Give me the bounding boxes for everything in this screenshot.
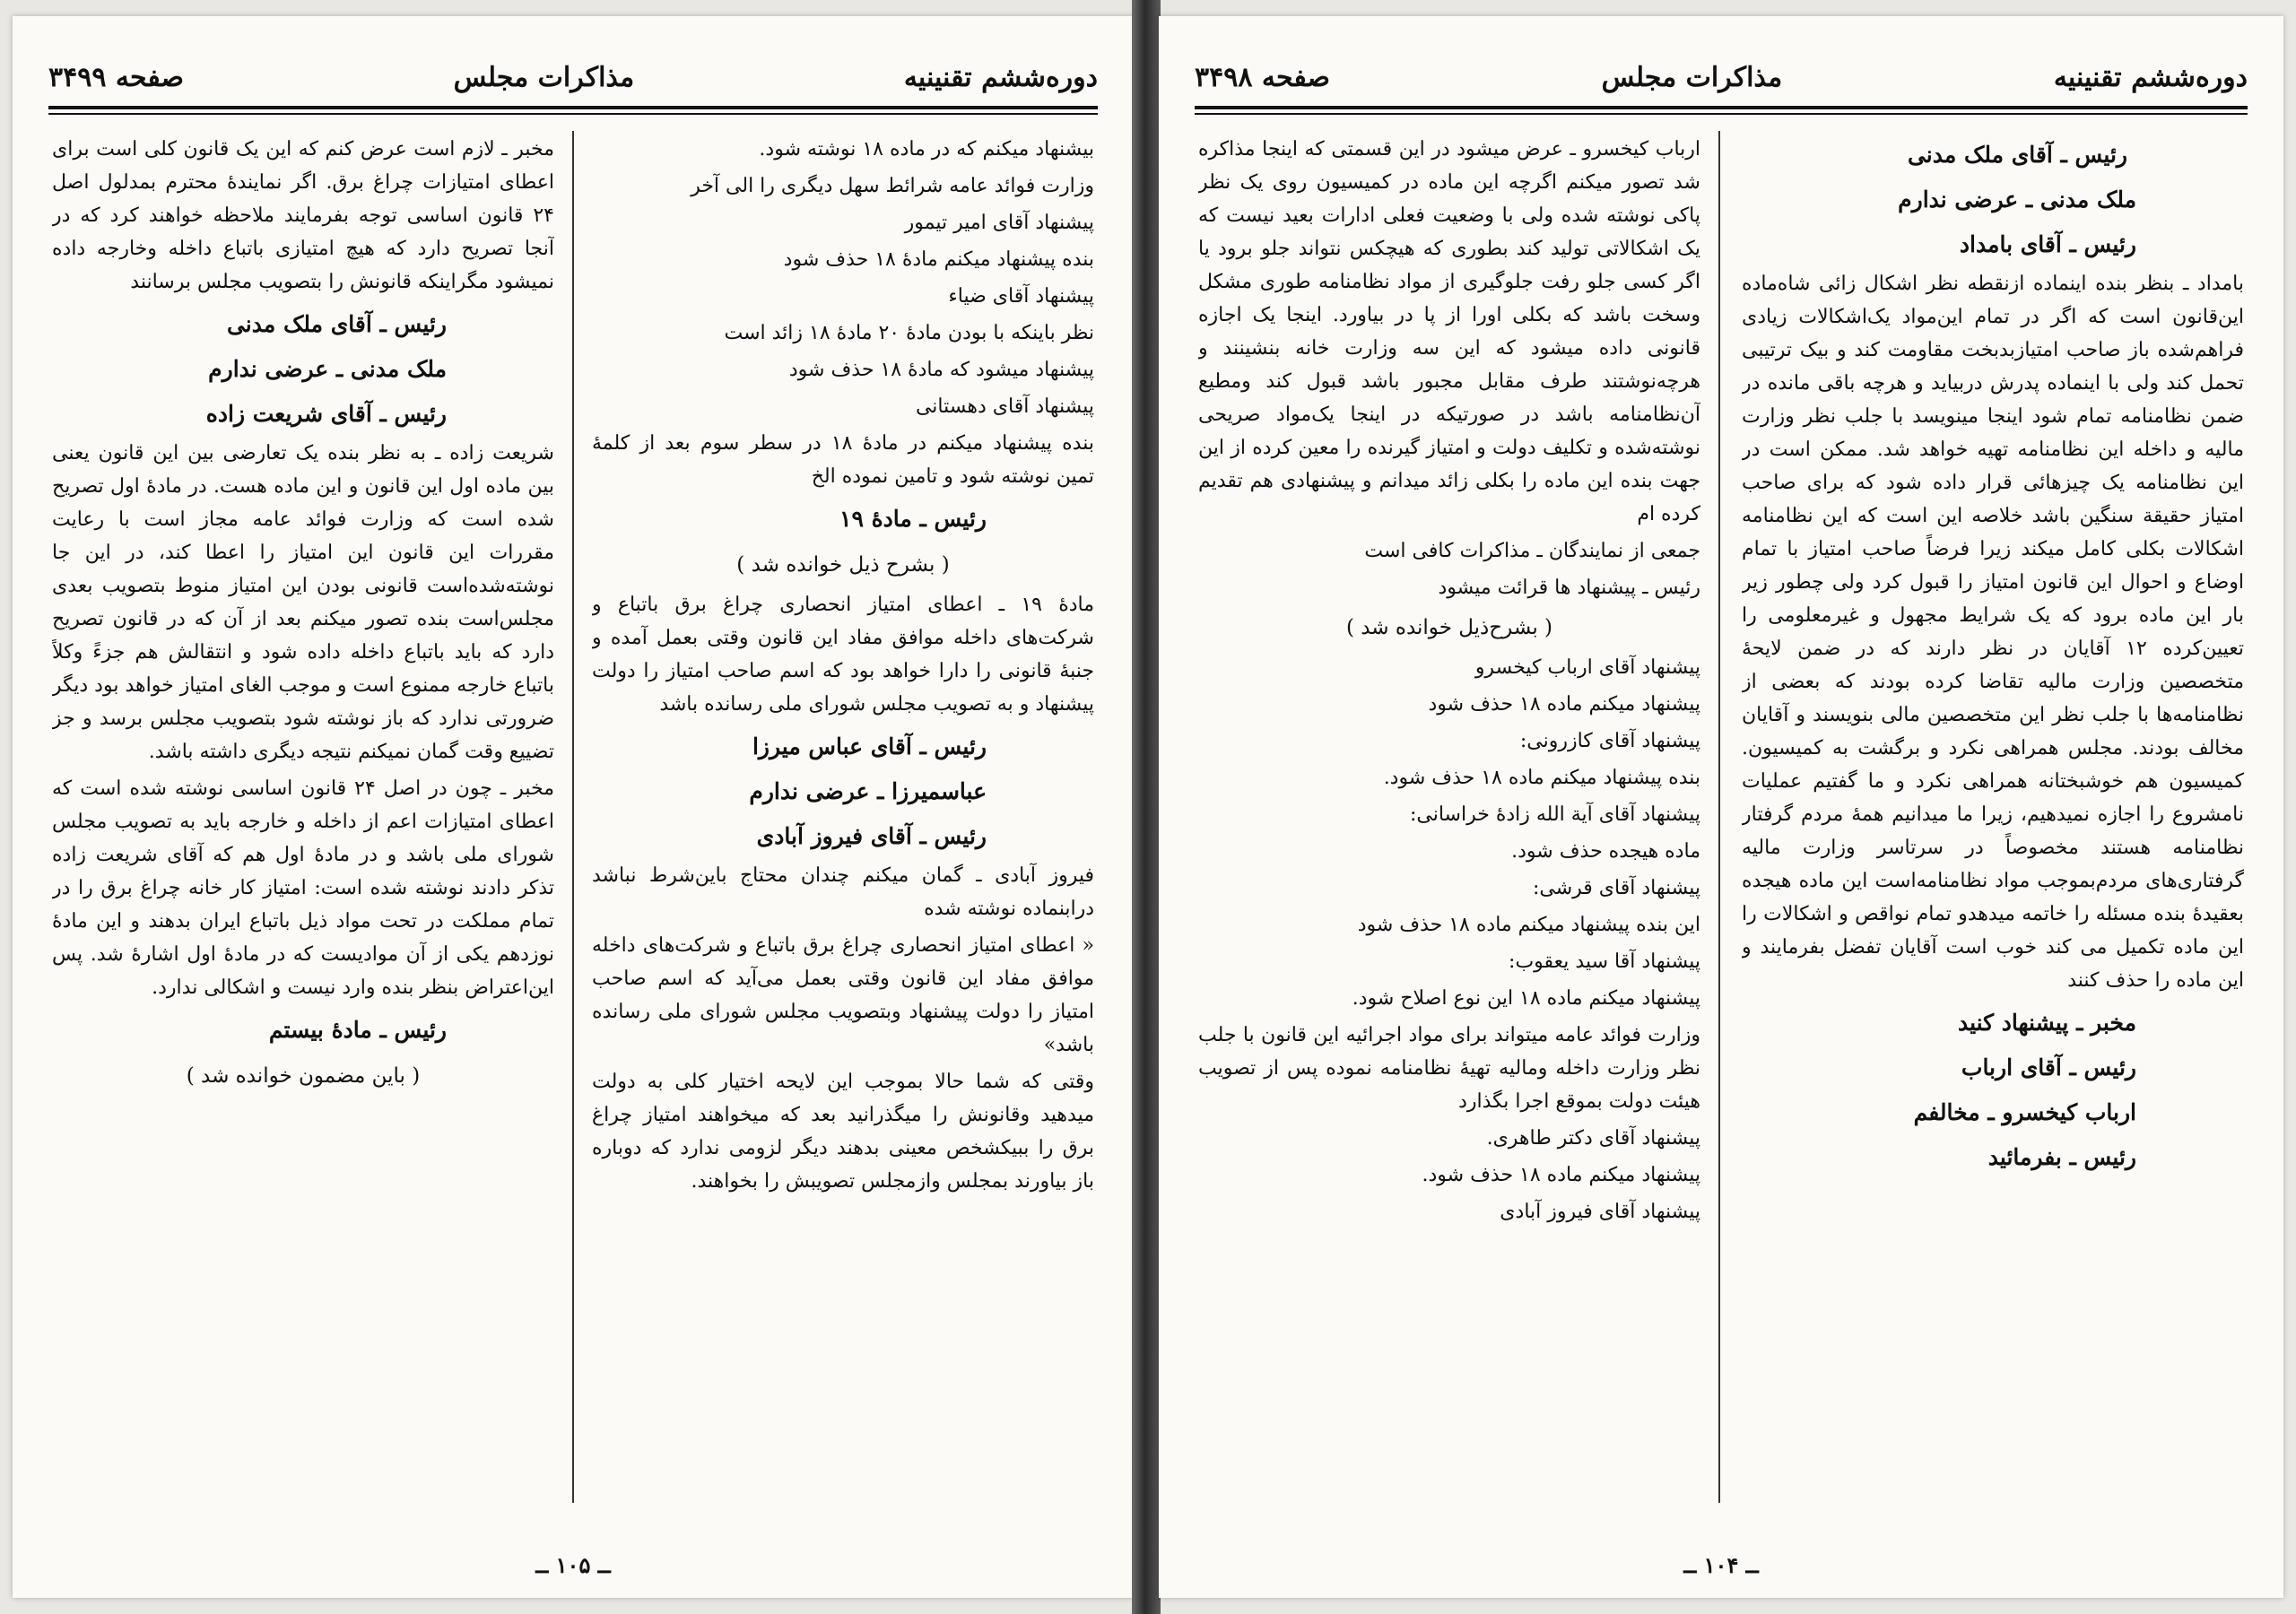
page-footer: ــ ۱۰۴ ــ [1683,1552,1759,1578]
right-column [592,133,1094,1496]
speaker-line: عباسمیرزا ـ عرضی ندارم [749,778,987,804]
text-paragraph: مخبر ـ لازم است عرض کنم که این یک قانون کلی است برای اعطای امتیازات چراغ برق. اگر نمایندهٔ محترم بمدلول اصل ۲۴ قانون اساسی توجه بفرمایند ملاحظه خواهند کرد که در آنجا تصریح دارد که هیچ امتیازی باتباع داخله وخارجه داده نمیشود مگراینکه قانونش را بتصویب مجلس برسانند [52,138,554,293]
page-header [1195,52,2248,102]
speaker-line: رئیس ـ آقای شریعت زاده [205,401,447,427]
speaker-line: رئیس ـ آقای بامداد [1959,231,2136,257]
text-paragraph: پیشنهاد آقای قرشی: [1532,877,1700,899]
speaker-line: رئیس ـ مادهٔ ۱۹ [839,506,987,532]
speaker-line: ملک مدنی ـ عرضی ندارم [1898,187,2136,213]
text-paragraph: پیشنهاد آقای فیروز آبادی [1500,1201,1700,1223]
text-paragraph: فیروز آبادی ـ گمان میکنم چندان محتاج باین‌شرط نباشد درابنماده نوشته شده [592,864,1094,920]
text-paragraph: مخبر ـ چون در اصل ۲۴ قانون اساسی نوشته شده است که اعطای امتیازات اعم از داخله و خارجه باید به تصویب مجلس شورای ملی باشد و در مادهٔ اول هم که آقای شریعت زاده تذکر دادند نوشته شده است: امتیاز کار خانه چراغ برق را در تمام مملکت در تحت مواد ذیل باتباع ایران بدهند و این مادهٔ نوزدهم یکی از آن موادیست که در مادهٔ اول اشارهٔ شد. پس این‌اعتراض بنظر بنده وارد نیست و اشکالی ندارد. [52,777,554,999]
text-paragraph: پیشنهاد آقای امیر تیمور [904,212,1094,234]
text-paragraph: وزارت فوائد عامه شرائط سهل دیگری را الی آخر [691,175,1094,197]
book-gutter [1132,0,1161,1614]
page-header [48,52,1098,102]
reading-note: ( بشرح ذیل خوانده شد ) [736,553,950,577]
journal-title: دوره‌ششم تقنینیه [903,61,1098,93]
reading-note: ( بشرح‌ذیل خوانده شد ) [1345,616,1553,639]
speaker-line: رئیس ـ بفرمائید [1987,1144,2136,1170]
speaker-line: رئیس ـ آقای ملک مدنی [1907,142,2127,168]
text-paragraph: جمعی از نمایندگان ـ مذاکرات کافی است [1364,540,1700,562]
header-rule-thin [48,113,1098,115]
text-paragraph: پیشنهاد آقای کازرونی: [1519,730,1700,752]
journal-title: دوره‌ششم تقنینیه [2053,61,2248,93]
text-paragraph: نظر باینکه با بودن مادهٔ ۲۰ مادهٔ ۱۸ زائد است [724,322,1094,344]
text-paragraph: پیشنهاد آقای ارباب کیخسرو [1474,656,1700,679]
text-paragraph: مادهٔ ۱۹ ـ اعطای امتیاز انحصاری چراغ برق باتباع و شرکت‌های داخله موافق مفاد این قانون وقتی بعمل آمده و جنبهٔ قانونی را دارا خواهد بود که اسم صاحب امتیاز را دولت پیشنهاد و به تصویب مجلس شورای ملی رسانده باشد [592,594,1094,716]
reading-note: ( باین مضمون خوانده شد ) [186,1064,421,1088]
text-paragraph: پیشنهاد آقای دهستانی [915,395,1094,418]
speaker-line: رئیس ـ مادهٔ بیستم [268,1017,447,1043]
text-paragraph: ماده هیجده حذف شود. [1511,840,1700,863]
text-paragraph: پیشنهاد میشود که مادهٔ ۱۸ حذف شود [788,359,1094,381]
page-footer: ــ ۱۰۵ ــ [535,1552,611,1578]
speaker-line: رئیس ـ آقای ارباب [1961,1054,2136,1080]
speaker-line: ملک مدنی ـ عرضی ندارم [208,356,447,382]
speaker-line: ارباب کیخسرو ـ مخالفم [1913,1099,2136,1125]
speaker-line: رئیس ـ آقای ملک مدنی [226,311,447,337]
column-divider [1718,131,1720,1503]
column-divider [572,131,574,1503]
speaker-line: مخبر ـ پیشنهاد کنید [1957,1010,2136,1036]
left-page [13,16,1134,1598]
text-paragraph: رئیس ـ پیشنهاد ها قرائت میشود [1438,577,1700,599]
header-rule [48,106,1098,109]
text-paragraph: « اعطای امتیاز انحصاری چراغ برق باتباع و شرکت‌های داخله موافق مفاد این قانون وقتی بعمل می‌آید که اسم صاحب امتیاز را دولت پیشنهاد وبتصویب مجلس شورای ملی رسانده باشد» [592,934,1094,1056]
text-paragraph: پیشنهاد آقای دکتر طاهری. [1486,1127,1700,1150]
right-column [1742,133,2244,1496]
text-paragraph: ارباب کیخسرو ـ عرض میشود در این قسمتی که اینجا مذاکره شد تصور میکنم اگرچه این ماده در کمیسیون روی یک نظر پاکی نوشته شده ولی با وضعیت فعلی ادارات بعید نیست که یک اشکالاتی تولید کند بطوری که هیچکس نتواند جلو برود یا اگر کسی جلو رفت جلوگیری از مواد نظامنامه طوری مشکل وسخت باشد که بکلی اورا از پا در بیاورد. اینجا یک اجازه قانونی داده میشود که این سه وزارت خانه بنشینند و هرچه‌نوشتند طرف مقابل مجبور باشد قبول کند ومطیع آن‌نظامنامه باشد در صورتیکه در اینجا یک‌مواد صریحی نوشته‌شده و تکلیف دولت و امتیاز گیرنده را معین کرده از این جهت بنده این ماده را بکلی زائد میدانم و پیشنهادی هم تقدیم کرده ام [1198,138,1700,525]
text-paragraph: بنده پیشنهاد میکنم در مادهٔ ۱۸ در سطر سوم بعد از کلمهٔ تمین نوشته شود و تامین نموده الخ [592,432,1094,488]
text-paragraph: بامداد ـ بنظر بنده اینماده ازنقطه نظر اشکال زائی شاه‌ماده این‌قانون است که اگر در تمام این‌مواد یک‌اشکالات زیادی فراهم‌شده باز صاحب امتیازبدبخت مقاومت کند و بیک ترتیبی تحمل کند ولی با اینماده پدرش دربیاید و هرچه باقی مانده در ضمن نظامنامه تمام شود اینجا مینویسد با جلب نظر وزارت مالیه و داخله این نظامنامه تهیه خواهد شد. ممکن است در این نظامنامه یک چیزهائی قرار داده شود که برای صاحب امتیاز حقیقة سنگین باشد خلاصه این است که این نظامنامه اشکالات بکلی کامل میکند زیرا فرضاً صاحب امتیاز با تمام اوضاع و احوال این قانون امتیاز را قبول کرد ولی چطور زیر بار این ماده برود که یک شرایط مجهول و غیرمعلومی را تعیین‌کرده ۱۲ آقایان در نظر دارند که در ضمن لایحهٔ متخصصین وزارت مالیه تقاضا کرده بودند که بعضی از نظامنامه‌ها با جلب نظر این متخصصین مالی بنویسند و آقایان مخالف بودند. مجلس همراهی نکرد و برگشت به کمیسیون. کمیسیون هم خوشبختانه همراهی نکرد و ما گفتیم عملیات نامشروع را اجازه نمیدهیم، زیرا ما میدانیم همهٔ مردم گرفتار نظامنامه هستند مخصوصاً در سرتاسر وزارت مالیه گرفتاری‌های مردم‌بموجب مواد نظامنامه‌است این ماده هیجده بعقیدهٔ بنده مسئله را خاتمه میدهدو تمام نواقص و اشکالات را این ماده تکمیل می کند خوب است آقایان تفضل بفرمایند و این ماده را حذف کنند [1742,273,2244,992]
text-paragraph: وزارت فوائد عامه میتواند برای مواد اجرائیه این قانون با جلب نظر وزارت داخله ومالیه تهیهٔ نظامنامه نموده پس از تصویب هیئت دولت بموقع اجرا بگذارد [1198,1024,1700,1113]
speaker-line: رئیس ـ آقای عباس میرزا [752,733,987,759]
text-paragraph: پیشنهاد آقا سید یعقوب: [1509,950,1700,973]
text-paragraph: بنده پیشنهاد میکنم ماده ۱۸ حذف شود. [1383,767,1700,789]
text-paragraph: بنده پیشنهاد میکنم مادهٔ ۱۸ حذف شود [783,248,1094,271]
left-column [1198,133,1700,1496]
speaker-line: رئیس ـ آقای فیروز آبادی [756,823,987,849]
page-number-label: صفحه ۳۴۹۹ [48,61,184,93]
right-page [1159,16,2283,1598]
text-paragraph: پیشنهاد میکنم ماده ۱۸ حذف شود [1428,693,1700,716]
text-paragraph: بیشنهاد میکنم که در ماده ۱۸ نوشته شود. [759,138,1094,161]
text-paragraph: پیشنهاد میکنم ماده ۱۸ این نوع اصلاح شود. [1352,987,1700,1010]
header-rule [1195,106,2248,109]
header-rule-thin [1195,113,2248,115]
text-paragraph: وقتی که شما حالا بموجب این لایحه اختیار کلی به دولت میدهید وقانونش را میگذرانید بعد که میخواهند امتیاز چراغ برق را ببیکشخص معینی بدهند دیگر لزومی ندارد که دوباره باز بیاورند بمجلس وازمجلس تصویبش را بخواهند. [592,1071,1094,1193]
text-paragraph: شریعت زاده ـ به نظر بنده یک تعارضی بین این قانون یعنی بین ماده اول این قانون و این ماده هست. در مادهٔ اول تصریح شده است که وزارت فوائد عامه مجاز است با رعایت مقررات این قانون این امتیاز را اعطا کند، در این جا نوشته‌شده‌است قانونی بودن این امتیاز منوط بتصویب بعدی مجلس‌است بنده تصور میکنم بعد از آن که در قانون تصریح دارد که باید باتباع داخله داده شود و انتقالش هم جزءً وکلاً باتباع خارجه ممنوع است و موجب الغای امتیاز خواهد بود دیگر ضرورتی ندارد که باز نوشته شود بتصویب مجلس برسد و جز تضییع وقت گمان نمیکنم نتیجه دیگری داشته باشد. [52,442,554,763]
text-paragraph: پیشنهاد آقای آیة الله زادهٔ خراسانی: [1409,803,1700,826]
text-paragraph: پیشنهاد میکنم ماده ۱۸ حذف شود. [1422,1164,1700,1186]
text-paragraph: این بنده پیشنهاد میکنم ماده ۱۸ حذف شود [1357,914,1700,936]
publication-title: مذاکرات مجلس [1601,61,1783,93]
page-number-label: صفحه ۳۴۹۸ [1195,61,1330,93]
text-paragraph: پیشنهاد آقای ضیاء [948,285,1094,308]
publication-title: مذاکرات مجلس [453,61,635,93]
left-column [52,133,554,1496]
